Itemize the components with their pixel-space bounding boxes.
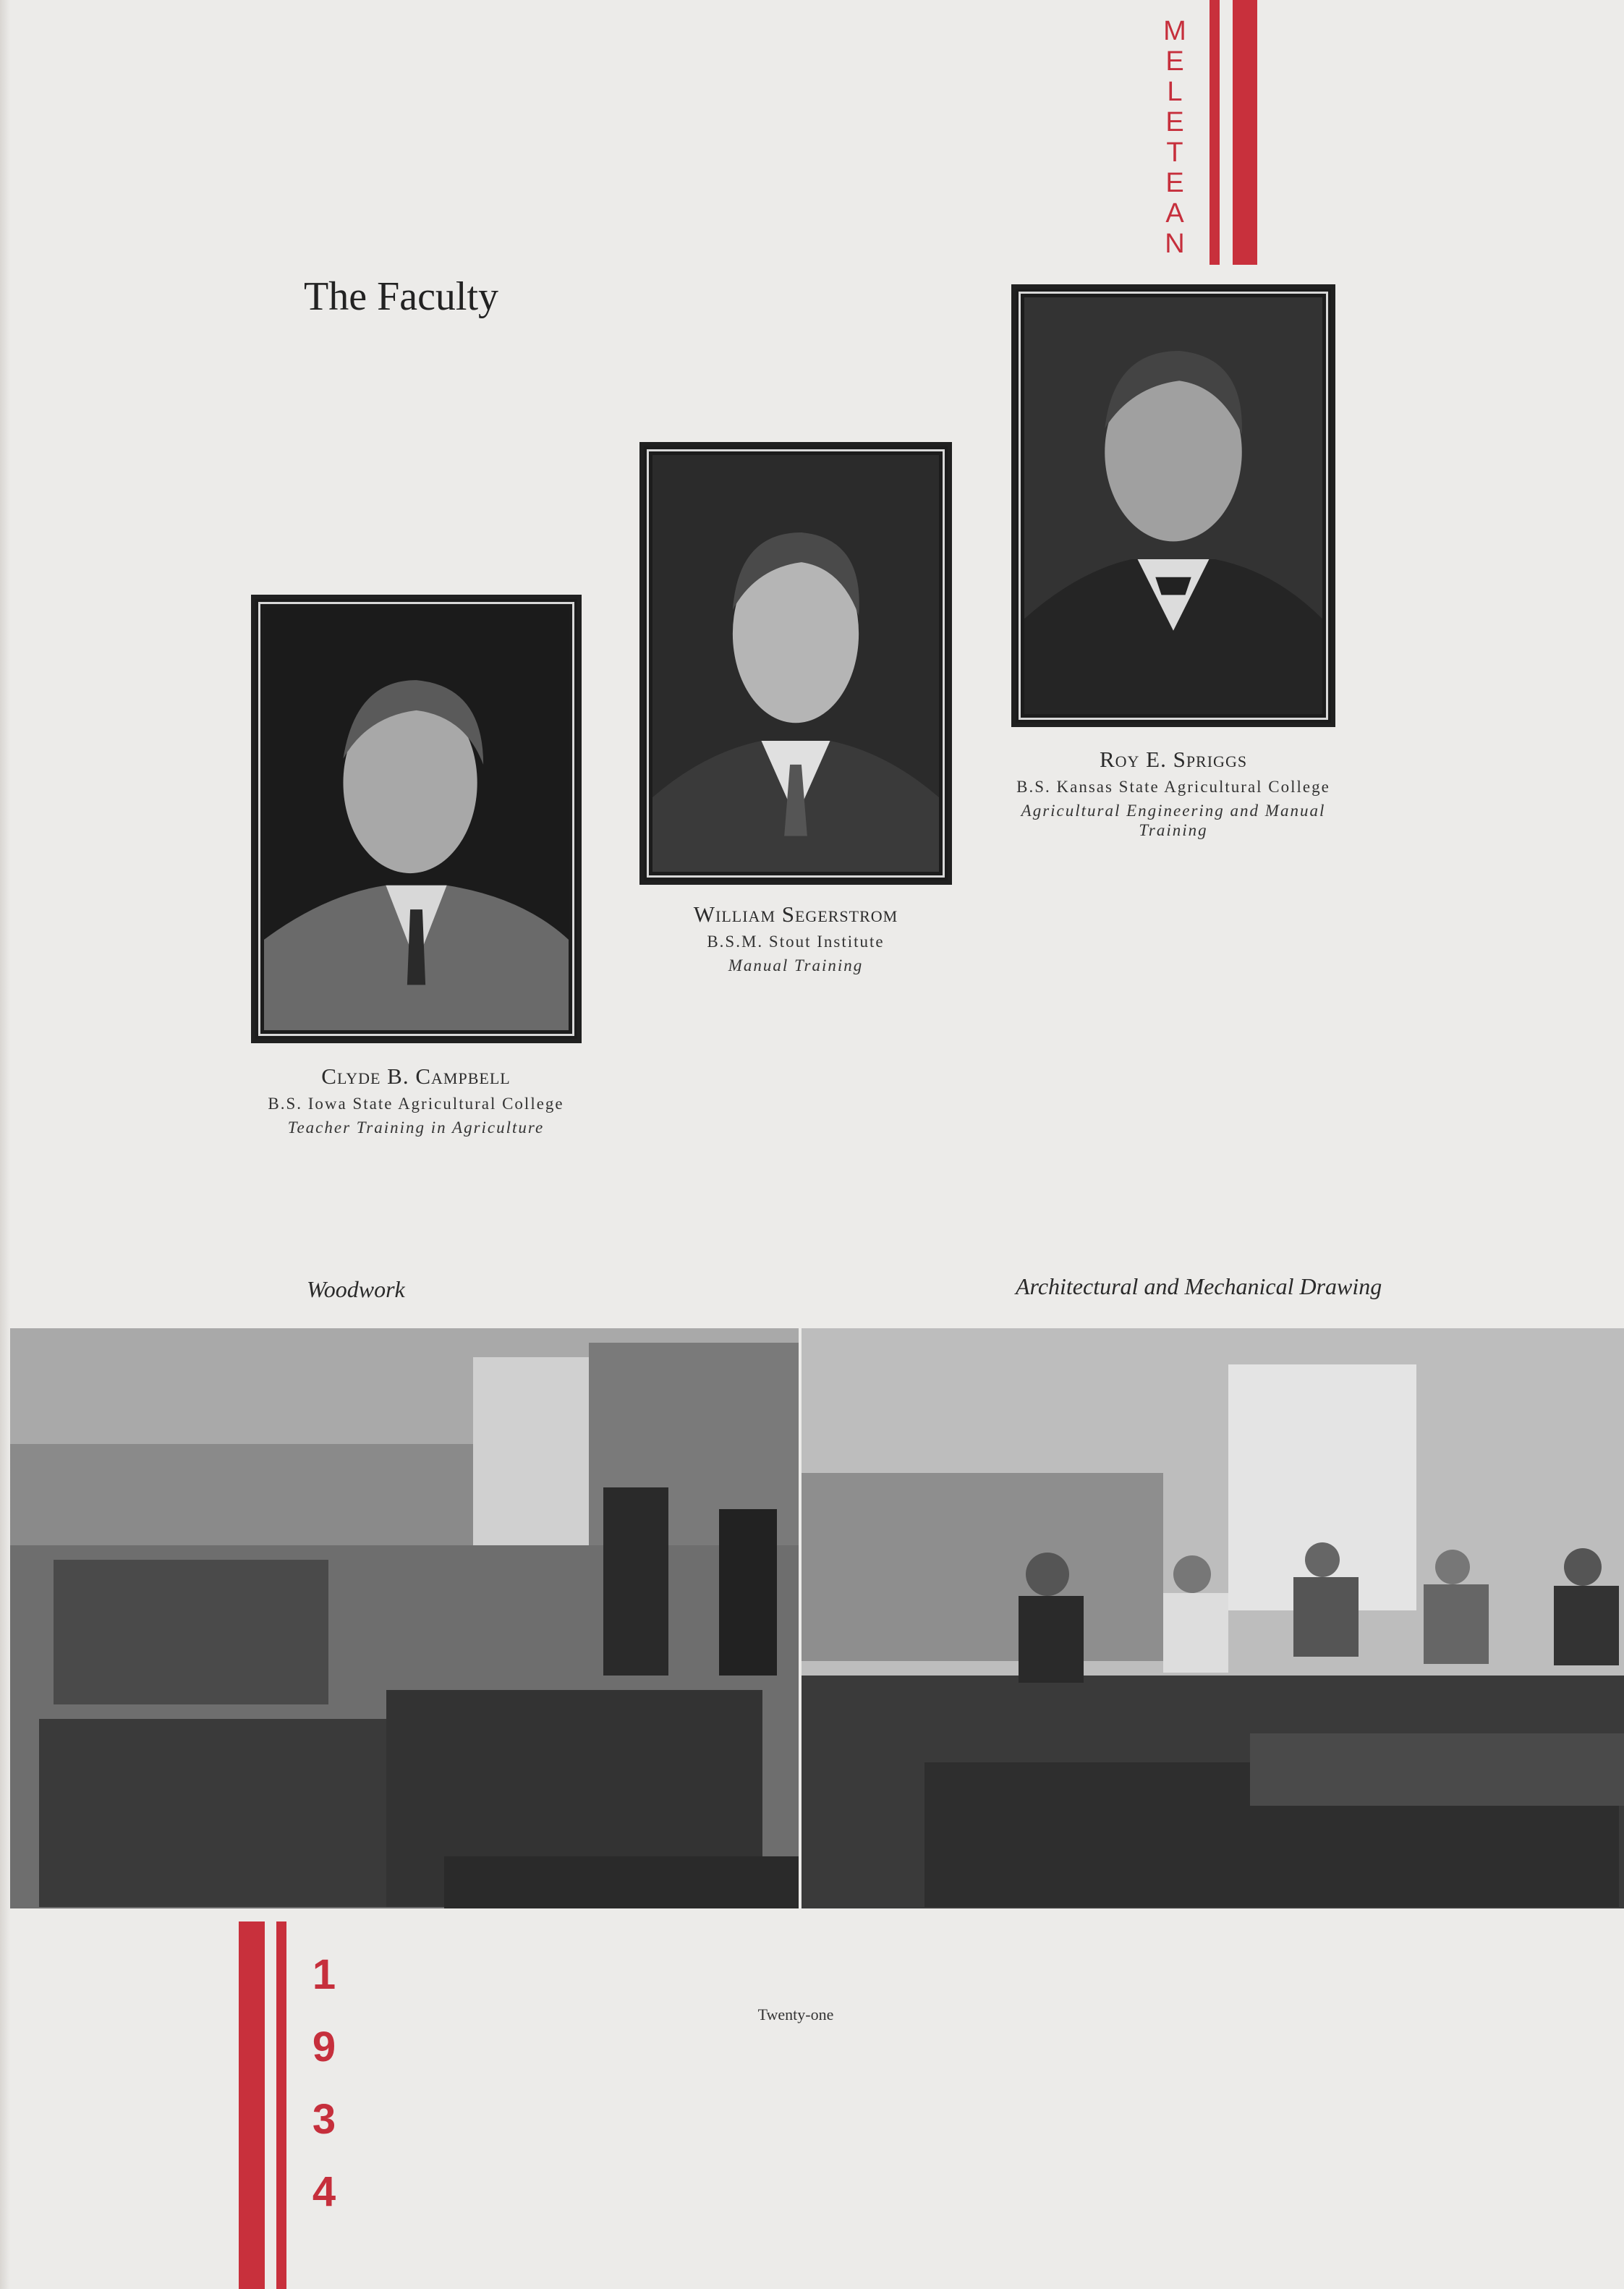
faculty-degree: B.S. Iowa State Agricultural College (268, 1095, 564, 1113)
wordmark-letter: N (1165, 229, 1185, 259)
portrait-image (1024, 297, 1322, 714)
portrait-campbell (251, 595, 582, 1043)
yearbook-wordmark (1156, 16, 1194, 262)
year-digit: 9 (312, 2023, 336, 2071)
wordmark-letter: M (1163, 16, 1186, 46)
year-digit: 3 (312, 2096, 336, 2143)
section-label-drawing: Architectural and Mechanical Drawing (1016, 1273, 1382, 1299)
top-accent-bar-thick (1233, 0, 1257, 265)
wordmark-letter: A (1165, 198, 1184, 229)
top-accent-bar-thin (1210, 0, 1220, 265)
faculty-name: Roy E. Spriggs (1099, 747, 1248, 772)
faculty-degree: B.S.M. Stout Institute (707, 933, 885, 951)
wordmark-letter: E (1165, 168, 1184, 198)
woodwork-shop-photo (10, 1328, 799, 1908)
faculty-subject: Agricultural Engineering and Manual Training (1021, 802, 1326, 839)
faculty-caption (600, 901, 991, 975)
wordmark-letter: T (1166, 137, 1183, 168)
year-digit: 1 (312, 1951, 336, 1998)
faculty-name: Clyde B. Campbell (321, 1063, 511, 1089)
faculty-subject: Teacher Training in Agriculture (287, 1118, 545, 1137)
bottom-accent-bar-thick (239, 1921, 265, 2289)
portrait-spriggs (1011, 284, 1335, 727)
woodwork-image (10, 1328, 799, 1908)
drawing-room-photo (802, 1328, 1624, 1908)
faculty-degree: B.S. Kansas State Agricultural College (1016, 778, 1330, 796)
wordmark-letter: L (1167, 77, 1183, 107)
wordmark-letter: E (1165, 107, 1184, 137)
faculty-caption (1006, 747, 1341, 840)
portrait-image (264, 608, 569, 1030)
wordmark-letter: E (1165, 46, 1184, 77)
year-1934 (302, 1939, 346, 2228)
page-number: Twenty-one (757, 2005, 834, 2023)
section-label-woodwork: Woodwork (307, 1276, 405, 1302)
faculty-name: William Segerstrom (693, 901, 898, 927)
page-title: The Faculty (304, 274, 499, 319)
year-digit: 4 (312, 2168, 336, 2215)
portrait-image (652, 455, 939, 872)
portrait-segerstrom (639, 442, 952, 885)
bottom-accent-bar-thin (276, 1921, 286, 2289)
drawing-image (802, 1328, 1624, 1908)
faculty-caption (217, 1063, 615, 1137)
page-edge (0, 0, 10, 2289)
faculty-subject: Manual Training (728, 956, 864, 974)
